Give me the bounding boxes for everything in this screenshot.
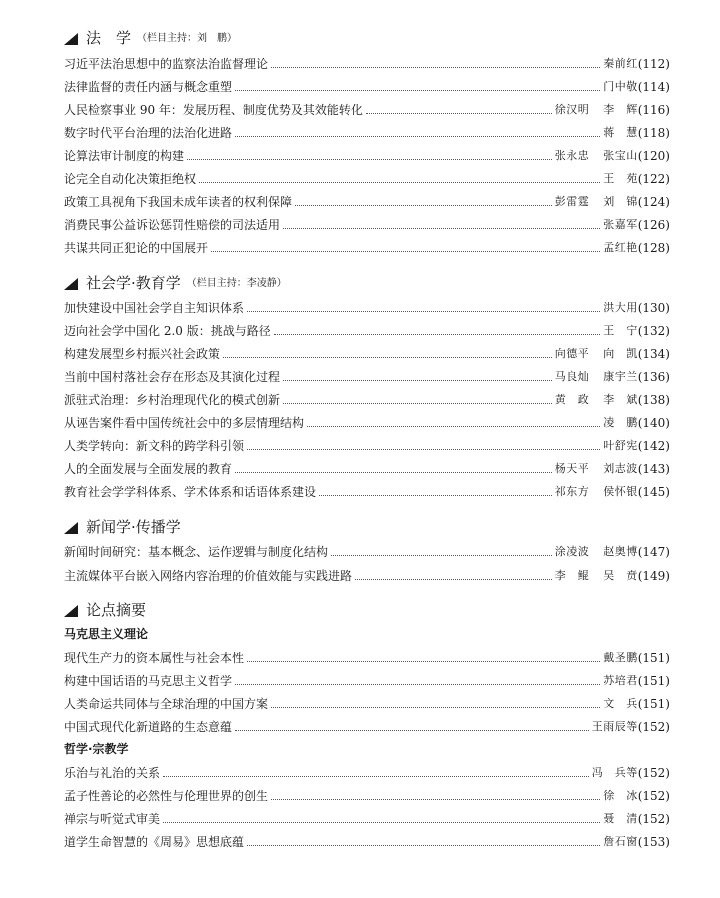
entry-page: (140) xyxy=(637,416,670,430)
entry-page: (138) xyxy=(637,393,670,407)
entry-title: 教育社会学学科体系、学术体系和话语体系建设 xyxy=(64,485,317,499)
dot-leader xyxy=(247,845,600,846)
toc-entry[interactable] xyxy=(64,413,670,431)
toc-entry[interactable] xyxy=(64,238,670,256)
entry-author: 蒋 慧 xyxy=(603,126,638,139)
dot-leader xyxy=(331,555,552,556)
entry-author: 王 宁 xyxy=(603,324,638,337)
toc-entry[interactable] xyxy=(64,809,670,827)
dot-leader xyxy=(211,251,600,252)
entry-author: 彭雷霆 xyxy=(554,195,590,208)
dot-leader xyxy=(274,334,601,335)
entry-author: 吴 贲 xyxy=(603,569,638,582)
dot-leader xyxy=(319,495,552,496)
dot-leader xyxy=(235,472,552,473)
entry-title: 现代生产力的资本属性与社会本性 xyxy=(64,651,245,665)
dot-leader xyxy=(235,684,600,685)
entry-title: 共谋共同正犯论的中国展开 xyxy=(64,241,209,255)
entry-title: 禅宗与听觉式审美 xyxy=(64,812,161,826)
entry-title: 新闻时间研究：基本概念、运作逻辑与制度化结构 xyxy=(64,545,329,559)
toc-entry[interactable] xyxy=(64,298,670,316)
section-host: （栏目主持：刘 鹏） xyxy=(137,33,238,44)
dot-leader xyxy=(235,90,600,91)
entry-author: 苏培君 xyxy=(603,674,638,687)
entry-title: 论算法审计制度的构建 xyxy=(64,149,185,163)
entry-page: (152) xyxy=(637,789,670,803)
section-header-law xyxy=(64,27,237,47)
entry-author: 王 苑 xyxy=(603,172,638,185)
dot-leader xyxy=(271,799,600,800)
dot-leader xyxy=(235,136,600,137)
dot-leader xyxy=(247,311,600,312)
entry-title: 构建发展型乡村振兴社会政策 xyxy=(64,347,221,361)
entry-title: 人民检察事业 90 年：发展历程、制度优势及其效能转化 xyxy=(64,103,363,117)
entry-author: 张宝山 xyxy=(603,149,638,162)
entry-author: 王雨辰等 xyxy=(591,720,638,733)
dot-leader xyxy=(295,205,552,206)
dot-leader xyxy=(355,579,552,580)
dot-leader xyxy=(366,113,552,114)
section-header-sociology xyxy=(64,272,287,292)
dot-leader xyxy=(271,707,600,708)
entry-page: (126) xyxy=(637,218,670,232)
entry-page: (136) xyxy=(637,370,670,384)
entry-author: 李 鲲 xyxy=(554,569,590,582)
dot-leader xyxy=(163,822,600,823)
entry-title: 构建中国话语的马克思主义哲学 xyxy=(64,674,233,688)
section-title: 论点摘要 xyxy=(86,601,147,619)
entry-page: (147) xyxy=(637,545,670,559)
toc-entry[interactable] xyxy=(64,321,670,339)
entry-author: 康宇兰 xyxy=(603,370,638,383)
toc-entry[interactable] xyxy=(64,694,670,712)
entry-title: 从诬告案件看中国传统社会中的多层情理结构 xyxy=(64,416,305,430)
entry-author: 徐汉明 xyxy=(554,103,590,116)
dot-leader xyxy=(283,228,600,229)
triangle-marker-icon xyxy=(64,522,78,534)
section-title: 新闻学·传播学 xyxy=(86,518,181,536)
entry-page: (132) xyxy=(637,324,670,338)
entry-author: 向德平 xyxy=(554,347,590,360)
entry-title: 迈向社会学中国化 2.0 版：挑战与路径 xyxy=(64,324,271,338)
section-title: 法 学 xyxy=(86,29,132,47)
dot-leader xyxy=(271,67,600,68)
entry-title: 数字时代平台治理的法治化进路 xyxy=(64,126,233,140)
entry-page: (124) xyxy=(637,195,670,209)
toc-entry[interactable] xyxy=(64,390,670,408)
entry-author: 秦前红 xyxy=(603,57,638,70)
dot-leader xyxy=(199,182,600,183)
toc-entry[interactable] xyxy=(64,367,670,385)
entry-page: (122) xyxy=(637,172,670,186)
toc-entry[interactable] xyxy=(64,215,670,233)
dot-leader xyxy=(235,730,589,731)
entry-author: 门中敬 xyxy=(603,80,638,93)
toc-entry[interactable] xyxy=(64,832,670,850)
entry-page: (114) xyxy=(637,80,670,94)
entry-author: 詹石窗 xyxy=(603,835,638,848)
entry-author: 张永忠 xyxy=(554,149,590,162)
toc-entry[interactable] xyxy=(64,786,670,804)
entry-page: (143) xyxy=(637,462,670,476)
toc-entry[interactable] xyxy=(64,344,670,362)
entry-author: 黄 政 xyxy=(554,393,590,406)
entry-page: (112) xyxy=(637,57,670,71)
entry-title: 法律监督的责任内涵与概念重塑 xyxy=(64,80,233,94)
toc-entry[interactable] xyxy=(64,763,670,781)
entry-author: 洪大用 xyxy=(603,301,638,314)
entry-author: 徐 冰 xyxy=(603,789,638,802)
entry-page: (128) xyxy=(637,241,670,255)
toc-entry[interactable] xyxy=(64,671,670,689)
entry-page: (142) xyxy=(637,439,670,453)
dot-leader xyxy=(223,357,552,358)
entry-page: (153) xyxy=(637,835,670,849)
toc-entry[interactable] xyxy=(64,169,670,187)
entry-author: 叶舒宪 xyxy=(603,439,638,452)
toc-entry[interactable] xyxy=(64,123,670,141)
entry-author: 李 辉 xyxy=(603,103,638,116)
subsection-title-philosophy: 哲学·宗教学 xyxy=(64,742,129,756)
entry-author: 刘志波 xyxy=(603,462,638,475)
entry-author: 杨天平 xyxy=(554,462,590,475)
entry-page: (151) xyxy=(637,674,670,688)
entry-title: 道学生命智慧的《周易》思想底蕴 xyxy=(64,835,245,849)
triangle-marker-icon xyxy=(64,278,78,290)
entry-title: 人的全面发展与全面发展的教育 xyxy=(64,462,233,476)
entry-author: 张嘉军 xyxy=(603,218,638,231)
toc-entry[interactable] xyxy=(64,648,670,666)
section-host: （栏目主持：李凌静） xyxy=(186,278,287,289)
entry-title: 孟子性善论的必然性与伦理世界的创生 xyxy=(64,789,269,803)
toc-entry[interactable] xyxy=(64,542,670,560)
entry-title: 论完全自动化决策拒绝权 xyxy=(64,172,197,186)
entry-title: 中国式现代化新道路的生态意蕴 xyxy=(64,720,233,734)
entry-author: 孟红艳 xyxy=(603,241,638,254)
entry-author: 刘 锦 xyxy=(603,195,638,208)
entry-page: (151) xyxy=(637,651,670,665)
entry-page: (145) xyxy=(637,485,670,499)
dot-leader xyxy=(283,380,552,381)
toc-entry[interactable] xyxy=(64,436,670,454)
entry-author: 聂 清 xyxy=(603,812,638,825)
entry-title: 人类学转向：新文科的跨学科引领 xyxy=(64,439,245,453)
entry-page: (120) xyxy=(637,149,670,163)
subsection-title-marxism: 马克思主义理论 xyxy=(64,627,149,641)
entry-page: (118) xyxy=(637,126,670,140)
entry-page: (152) xyxy=(637,812,670,826)
entry-title: 当前中国村落社会存在形态及其演化过程 xyxy=(64,370,281,384)
entry-page: (151) xyxy=(637,697,670,711)
toc-entry[interactable] xyxy=(64,192,670,210)
section-title: 社会学·教育学 xyxy=(86,274,181,292)
entry-title: 主流媒体平台嵌入网络内容治理的价值效能与实践进路 xyxy=(64,569,353,583)
toc-entry[interactable] xyxy=(64,459,670,477)
entry-author: 赵奥博 xyxy=(603,545,638,558)
entry-title: 政策工具视角下我国未成年读者的权利保障 xyxy=(64,195,293,209)
entry-author: 戴圣鹏 xyxy=(603,651,638,664)
section-header-journalism xyxy=(64,516,181,536)
entry-page: (134) xyxy=(637,347,670,361)
entry-page: (130) xyxy=(637,301,670,315)
entry-page: (116) xyxy=(637,103,670,117)
dot-leader xyxy=(187,159,552,160)
entry-author: 文 兵 xyxy=(603,697,638,710)
entry-title: 加快建设中国社会学自主知识体系 xyxy=(64,301,245,315)
entry-page: (152) xyxy=(637,766,670,780)
toc-entry[interactable] xyxy=(64,54,670,72)
entry-author: 向 凯 xyxy=(603,347,638,360)
entry-title: 习近平法治思想中的监察法治监督理论 xyxy=(64,57,269,71)
triangle-marker-icon xyxy=(64,33,78,45)
entry-page: (152) xyxy=(637,720,670,734)
entry-author: 侯怀银 xyxy=(603,485,638,498)
toc-entry[interactable] xyxy=(64,482,670,500)
dot-leader xyxy=(283,403,552,404)
toc-entry[interactable] xyxy=(64,146,670,164)
section-header-digest xyxy=(64,599,146,619)
entry-author: 李 斌 xyxy=(603,393,638,406)
toc-entry[interactable] xyxy=(64,717,670,735)
entry-author: 祁东方 xyxy=(554,485,590,498)
dot-leader xyxy=(247,449,600,450)
entry-author: 马良灿 xyxy=(554,370,590,383)
triangle-marker-icon xyxy=(64,605,78,617)
dot-leader xyxy=(163,776,589,777)
entry-title: 派驻式治理：乡村治理现代化的模式创新 xyxy=(64,393,281,407)
entry-title: 消费民事公益诉讼惩罚性赔偿的司法适用 xyxy=(64,218,281,232)
dot-leader xyxy=(307,426,600,427)
entry-author: 涂凌波 xyxy=(554,545,590,558)
entry-title: 人类命运共同体与全球治理的中国方案 xyxy=(64,697,269,711)
toc-entry[interactable] xyxy=(64,566,670,584)
toc-entry[interactable] xyxy=(64,77,670,95)
entry-title: 乐治与礼治的关系 xyxy=(64,766,161,780)
dot-leader xyxy=(247,661,600,662)
entry-author: 凌 鹏 xyxy=(603,416,638,429)
entry-page: (149) xyxy=(637,569,670,583)
entry-author: 冯 兵等 xyxy=(591,766,638,779)
toc-entry[interactable] xyxy=(64,100,670,118)
